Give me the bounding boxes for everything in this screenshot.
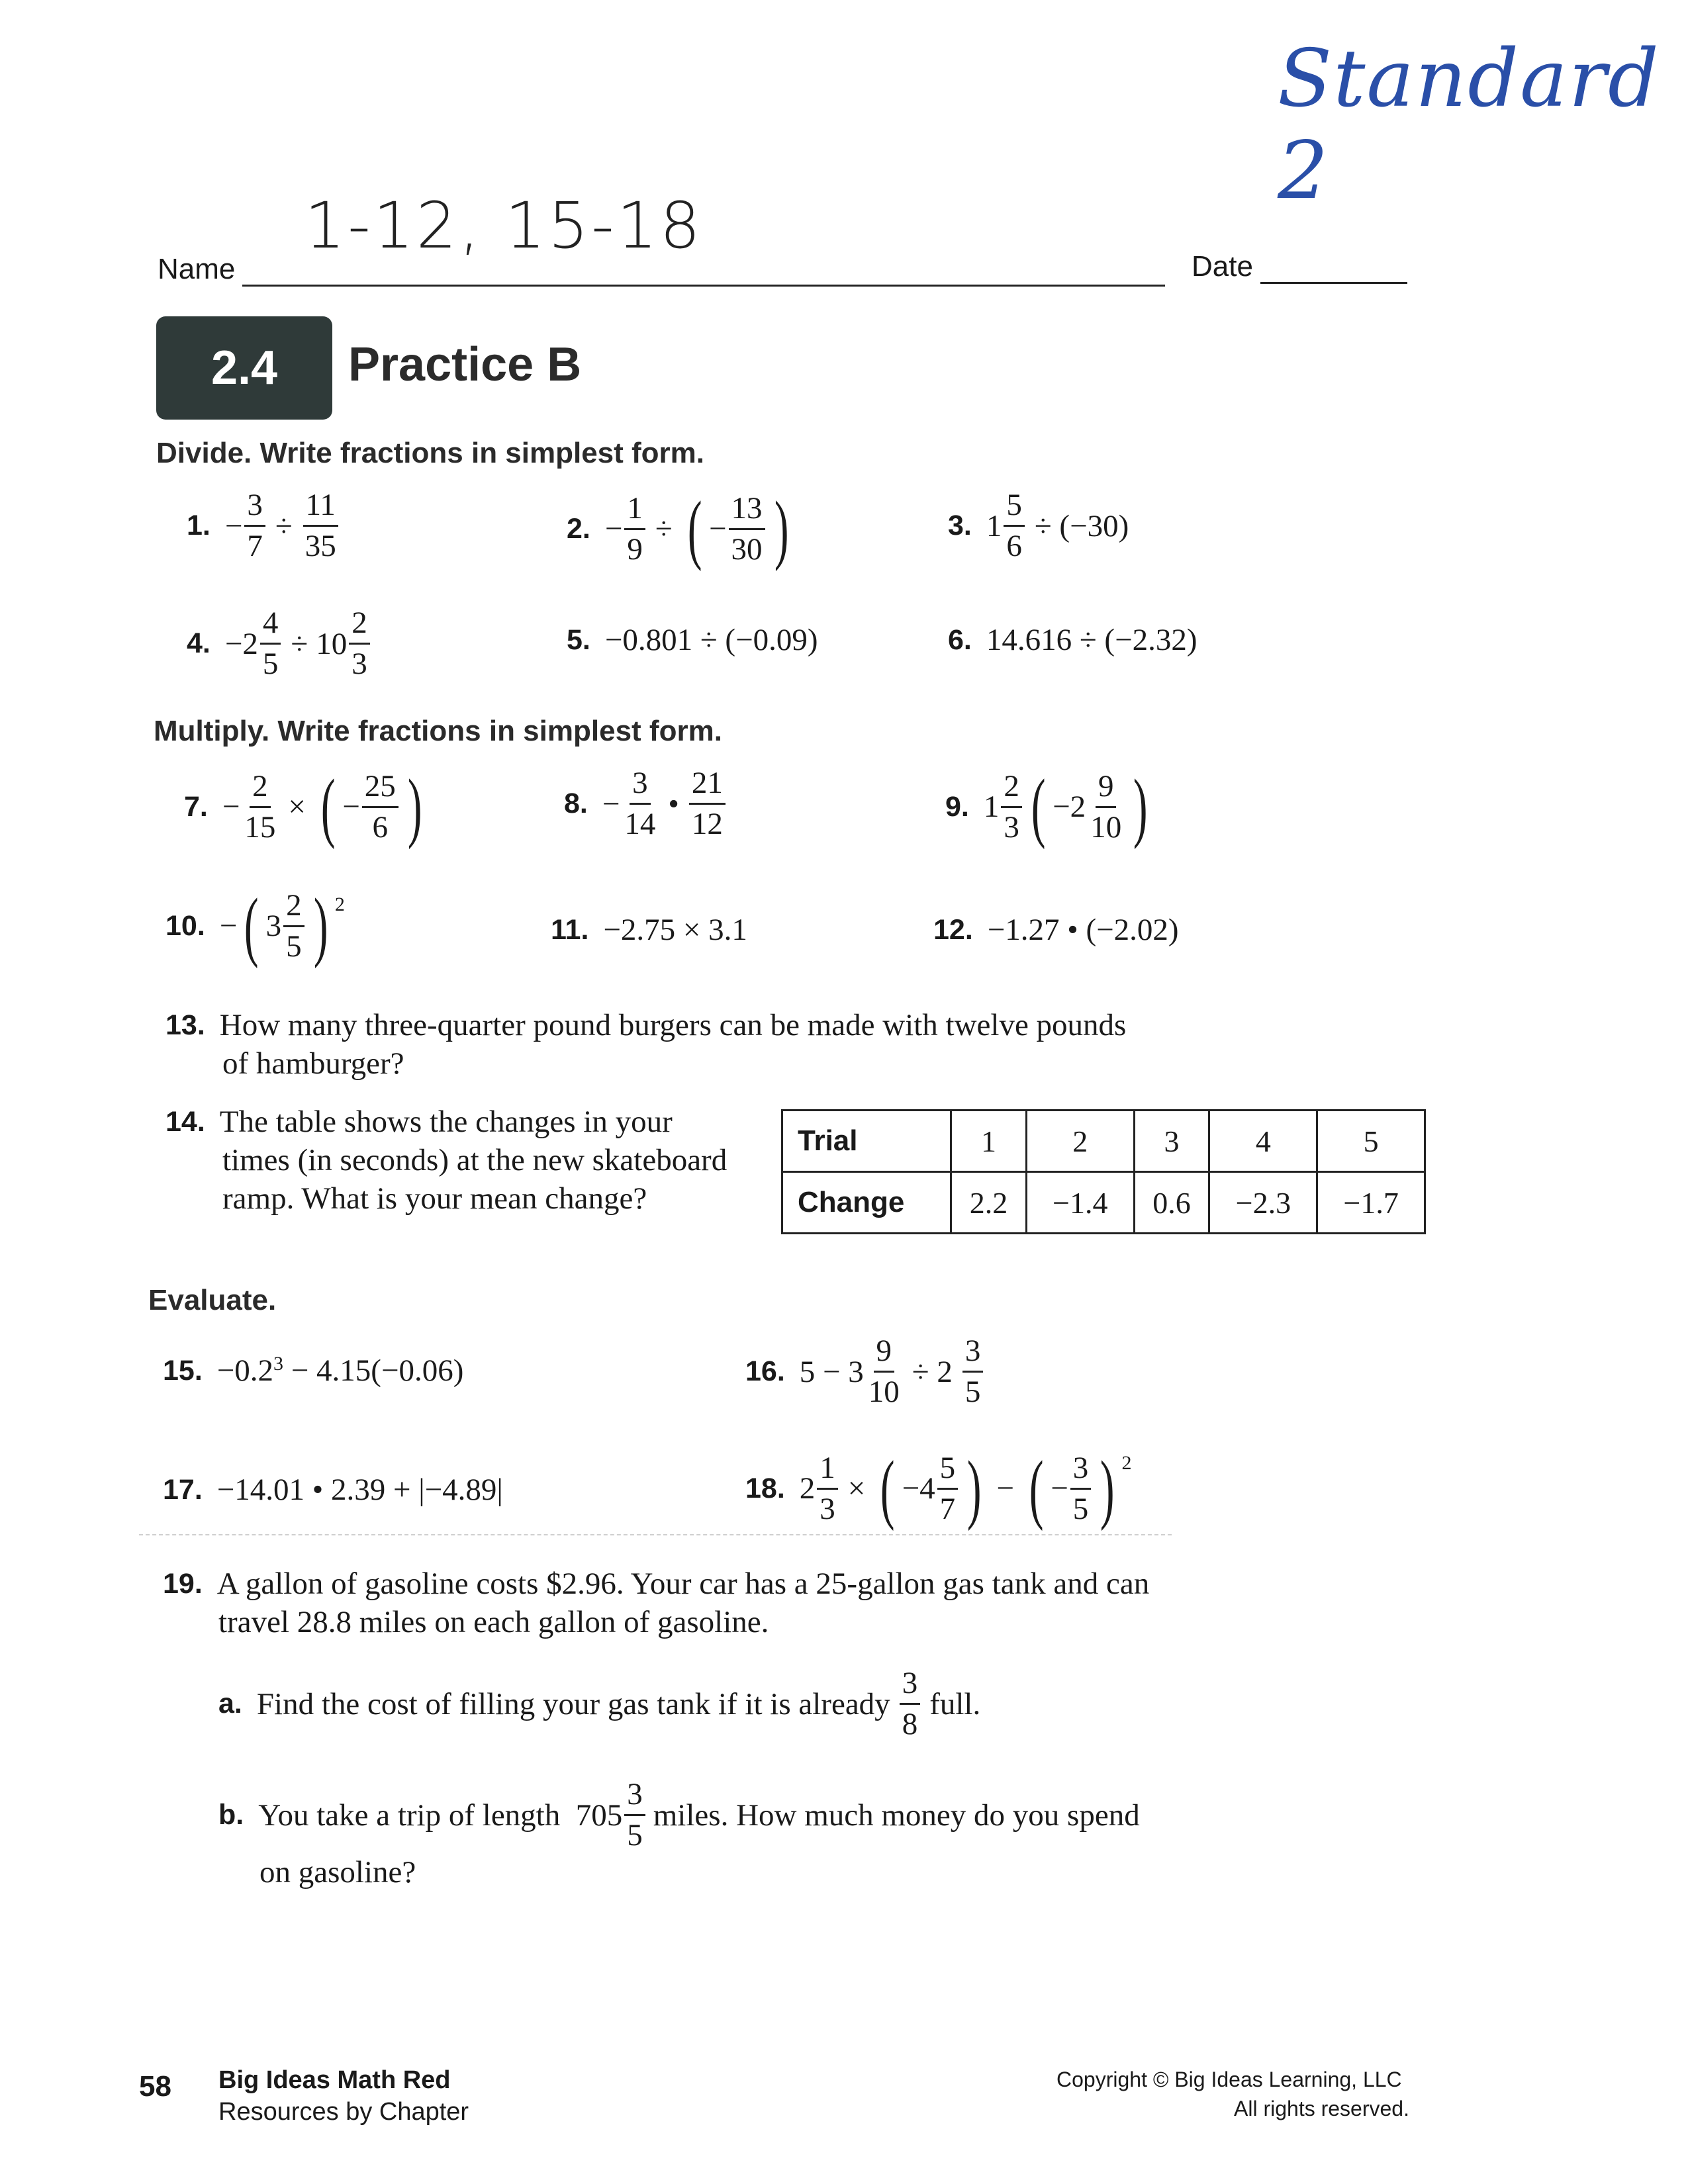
fraction: $\frac{3}{5}$: [1070, 1453, 1092, 1525]
problem-18: 18. 2 $\frac{1}{3}$ × ( −4 $\frac{5}{7}$ ) − ( − $\frac{3}{5}$ ) $^2$: [745, 1445, 1132, 1531]
table-cell: 4: [1209, 1111, 1317, 1172]
table-cell: −2.3: [1209, 1172, 1317, 1234]
problem-6: 6. 14.616 ÷ (−2.32): [948, 623, 1197, 657]
problem-number: 11.: [551, 913, 589, 946]
fraction: $\frac{3}{14}$: [624, 766, 656, 841]
problem-19: 19. A gallon of gasoline costs $2.96. Your car has a 25-gallon gas tank and can: [163, 1567, 1150, 1601]
problem-19b: b. You take a trip of length 705 $\frac{3}{5}$ miles. How much money do you spend: [218, 1777, 1140, 1852]
problem-number: 16.: [745, 1355, 785, 1387]
table-cell: 1: [951, 1111, 1027, 1172]
fraction: $\frac{3}{8}$: [900, 1668, 921, 1740]
fraction: $\frac{25}{6}$: [362, 771, 399, 843]
problem-3: 3. 1 $\frac{5}{6}$ ÷ (−30): [948, 488, 1129, 563]
problem-16: 16. 5 − 3 $\frac{9}{10}$ ÷ 2 $\frac{3}{5}$: [745, 1336, 985, 1408]
date-line: [1260, 282, 1407, 284]
fraction: $\frac{9}{10}$: [868, 1334, 900, 1409]
problem-5: 5. −0.801 ÷ (−0.09): [567, 623, 818, 657]
table-cell: 5: [1317, 1111, 1425, 1172]
problem-7: 7. − $\frac{2}{15}$ × ( − $\frac{25}{6}$ ): [184, 763, 422, 850]
problem-4: 4. −2 $\frac{4}{5}$ ÷ 10 $\frac{2}{3}$: [187, 608, 372, 680]
evaluate-instruction: Evaluate.: [148, 1284, 277, 1316]
fraction: $\frac{5}{6}$: [1004, 490, 1025, 562]
problem-number: 4.: [187, 627, 211, 659]
problem-19a: a. Find the cost of filling your gas tank if it is already $\frac{3}{8}$ full.: [218, 1666, 981, 1741]
fraction: $\frac{1}{9}$: [624, 493, 645, 565]
problem-number: 2.: [567, 512, 590, 545]
problem-number: 15.: [163, 1354, 203, 1387]
table-cell: −1.4: [1026, 1172, 1134, 1234]
problem-number: 9.: [945, 790, 969, 823]
fraction: $\frac{3}{5}$: [624, 1779, 645, 1851]
problem-number: 14.: [165, 1105, 205, 1138]
problem-number: 19.: [163, 1567, 203, 1600]
handwritten-assignment: 1-12, 15-18: [305, 189, 703, 263]
problem-number: 3.: [948, 510, 972, 541]
table-row: [782, 1111, 1425, 1172]
problem-2: 2. − $\frac{1}{9}$ ÷ ( − $\frac{13}{30}$ ): [567, 485, 788, 572]
problem-number: 18.: [745, 1472, 785, 1504]
problem-8: 8. − $\frac{3}{14}$ • $\frac{21}{12}$: [564, 768, 727, 840]
problem-letter: a.: [218, 1688, 242, 1719]
section-badge: 2.4: [156, 316, 332, 420]
problem-17: 17. −14.01 • 2.39 + |−4.89|: [163, 1473, 503, 1507]
fraction: $\frac{3}{5}$: [962, 1336, 984, 1408]
trial-table: [781, 1109, 1426, 1234]
problem-number: 12.: [933, 913, 973, 946]
problem-number: 8.: [564, 788, 588, 819]
fraction: $\frac{3}{7}$: [244, 490, 265, 562]
problem-12: 12. −1.27 • (−2.02): [933, 913, 1179, 947]
table-cell: 0.6: [1134, 1172, 1209, 1234]
problem-14: 14. The table shows the changes in your: [165, 1105, 673, 1139]
problem-14-line2: times (in seconds) at the new skateboard: [222, 1143, 727, 1177]
book-subtitle: Resources by Chapter: [218, 2098, 469, 2126]
problem-number: 5.: [567, 623, 590, 656]
table-row: [782, 1172, 1425, 1234]
table-header-change: Change: [782, 1172, 951, 1234]
problem-number: 10.: [165, 909, 205, 942]
table-cell: 2: [1026, 1111, 1134, 1172]
fraction: $\frac{13}{30}$: [729, 493, 765, 565]
fraction: $\frac{2}{15}$: [244, 768, 276, 844]
problem-1: 1. − $\frac{3}{7}$ ÷ $\frac{11}{35}$: [187, 490, 341, 562]
multiply-instruction: Multiply. Write fractions in simplest form.: [154, 715, 722, 747]
fraction: $\frac{4}{5}$: [260, 608, 281, 680]
fraction: $\frac{2}{5}$: [283, 890, 305, 962]
problem-number: 17.: [163, 1473, 203, 1506]
table-cell: 2.2: [951, 1172, 1027, 1234]
name-label: Name: [158, 253, 236, 285]
copyright: Copyright © Big Ideas Learning, LLC: [1056, 2068, 1402, 2091]
problem-11: 11. −2.75 × 3.1: [551, 913, 747, 947]
name-line: [242, 285, 1165, 287]
problem-10: 10. − ( 3 $\frac{2}{5}$ ) $^2$: [165, 882, 345, 969]
problem-19-line2: travel 28.8 miles on each gallon of gasoline.: [218, 1605, 769, 1639]
problem-19b-line2: on gasoline?: [259, 1855, 416, 1889]
fraction: $\frac{21}{12}$: [689, 768, 726, 840]
fraction: $\frac{1}{3}$: [817, 1453, 838, 1525]
fraction: $\frac{2}{3}$: [1001, 771, 1022, 843]
problem-number: 1.: [187, 510, 211, 541]
divider: [139, 1534, 1172, 1535]
problem-number: 7.: [184, 790, 208, 823]
table-header-trial: Trial: [782, 1111, 951, 1172]
date-label: Date: [1192, 250, 1253, 283]
divide-instruction: Divide. Write fractions in simplest form.: [156, 437, 705, 469]
problem-13-line2: of hamburger?: [222, 1046, 404, 1081]
fraction: $\frac{2}{3}$: [349, 608, 370, 680]
fraction: $\frac{9}{10}$: [1090, 768, 1122, 844]
table-cell: 3: [1134, 1111, 1209, 1172]
book-title: Big Ideas Math Red: [218, 2066, 451, 2094]
problem-letter: b.: [218, 1799, 244, 1831]
problem-9: 9. 1 $\frac{2}{3}$ ( −2 $\frac{9}{10}$ ): [945, 763, 1148, 850]
handwritten-standard: Standard 2: [1278, 33, 1660, 217]
problem-15: 15. −0.2 $^3$ − 4.15(−0.06): [163, 1353, 464, 1388]
fraction: $\frac{5}{7}$: [937, 1453, 959, 1525]
rights: All rights reserved.: [1234, 2097, 1409, 2120]
problem-number: 13.: [165, 1009, 205, 1041]
fraction: $\frac{11}{35}$: [303, 490, 339, 562]
problem-number: 6.: [948, 623, 972, 656]
problem-13: 13. How many three-quarter pound burgers can be made with twelve pounds: [165, 1008, 1127, 1042]
problem-14-line3: ramp. What is your mean change?: [222, 1181, 647, 1216]
page-number: 58: [139, 2070, 171, 2103]
table-cell: −1.7: [1317, 1172, 1425, 1234]
section-title: Practice B: [348, 338, 582, 391]
